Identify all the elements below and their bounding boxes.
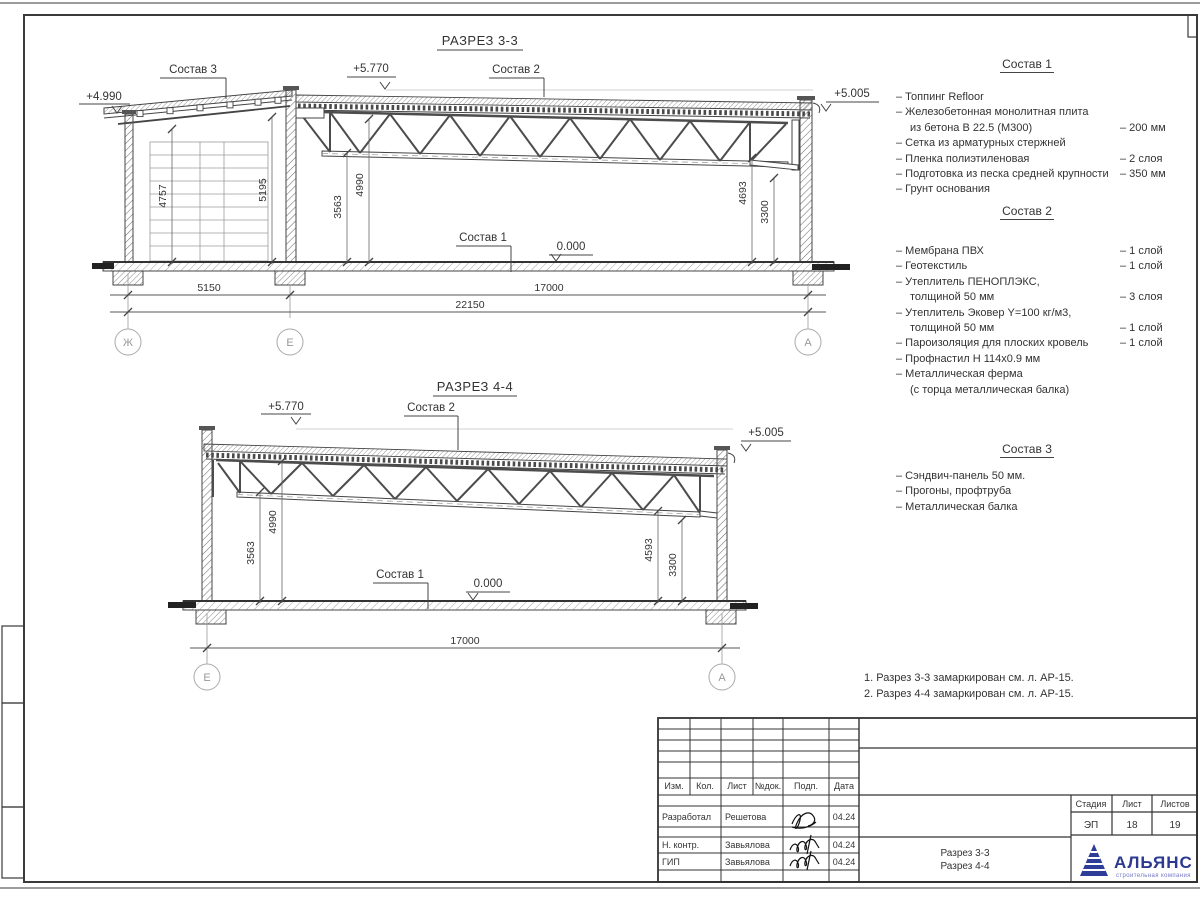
section-3-3-drawing bbox=[79, 33, 879, 355]
tb-col-kol: Кол. bbox=[696, 781, 714, 791]
tb-col-podp: Подп. bbox=[794, 781, 818, 791]
level-right: +5.005 bbox=[834, 88, 870, 100]
roof-44 bbox=[204, 444, 727, 474]
dim-hall-right-high: 4693 bbox=[737, 181, 749, 205]
tb-role-developer: Разработал bbox=[662, 812, 711, 822]
wall-axis-a bbox=[800, 100, 812, 262]
frame-corner-box bbox=[1188, 15, 1197, 37]
axis-bubbles-44 bbox=[194, 664, 735, 690]
axis-zh: Ж bbox=[122, 337, 134, 349]
tb-sheets-label: Листов bbox=[1160, 799, 1190, 809]
logo-text: АЛЬЯНС bbox=[1114, 853, 1193, 872]
level-marks-44 bbox=[261, 414, 791, 609]
sheet-notes bbox=[864, 671, 1074, 702]
list-item: (с торца металлическая балка) bbox=[910, 383, 1070, 396]
composition-1-block bbox=[858, 57, 1196, 199]
dim-left-high-44: 4990 bbox=[267, 510, 279, 534]
wall-axis-e bbox=[286, 90, 296, 262]
composition-2-title: Состав 2 bbox=[1002, 204, 1052, 218]
level-ridge-44: +5.770 bbox=[268, 401, 304, 413]
level-ridge: +5.770 bbox=[353, 63, 389, 75]
list-item: – Металлическая ферма bbox=[896, 368, 1023, 381]
list-item: – Пароизоляция для плоских кровель – 1 слой bbox=[896, 337, 1163, 350]
label-comp2-44: Состав 2 bbox=[407, 402, 455, 414]
list-item: – Железобетонная монолитная плита bbox=[896, 106, 1089, 119]
composition-3-block bbox=[858, 442, 1196, 516]
dim-total: 22150 bbox=[455, 299, 485, 311]
title-block bbox=[658, 718, 1197, 882]
list-item: – Металлическая балка bbox=[896, 500, 1018, 513]
list-item: толщиной 50 мм – 1 слой bbox=[910, 321, 1163, 334]
bottom-dims-44 bbox=[190, 613, 740, 664]
composition-2-block bbox=[858, 204, 1196, 399]
list-item: – Прогоны, профтруба bbox=[896, 485, 1012, 498]
list-item: – Геотекстиль – 1 слой bbox=[896, 260, 1163, 273]
axis-e-44: Е bbox=[203, 672, 211, 684]
list-item: – Утеплитель ПЕНОПЛЭКС, bbox=[896, 275, 1040, 288]
label-comp3: Состав 3 bbox=[169, 64, 217, 76]
section-3-3-title: РАЗРЕЗ 3-3 bbox=[441, 33, 519, 48]
margin-box-2 bbox=[2, 703, 24, 807]
label-comp2: Состав 2 bbox=[492, 64, 540, 76]
margin-box-1 bbox=[2, 626, 24, 703]
tb-col-ndok: №док. bbox=[754, 781, 782, 791]
dim-span-annex: 5150 bbox=[197, 282, 221, 294]
list-item: – Сетка из арматурных стержней bbox=[896, 137, 1066, 150]
tb-sheet-title-2: Разрез 4-4 bbox=[940, 861, 990, 872]
list-item: – Пленка полиэтиленовая – 2 слоя bbox=[896, 152, 1163, 165]
margin-box-3 bbox=[2, 807, 24, 878]
tb-date-developer: 04.24 bbox=[832, 812, 856, 822]
signatures bbox=[790, 813, 819, 870]
tb-name-gip: Завьялова bbox=[725, 857, 770, 867]
tb-sheet-value: 18 bbox=[1126, 820, 1138, 831]
dim-span-44: 17000 bbox=[450, 635, 480, 647]
list-item: – Утеплитель Эковер Y=100 кг/м3, bbox=[896, 306, 1072, 319]
axis-e: Е bbox=[286, 337, 294, 349]
tb-stage-label: Стадия bbox=[1075, 799, 1107, 809]
tb-sheets-value: 19 bbox=[1169, 820, 1181, 831]
tb-name-developer: Решетова bbox=[725, 812, 767, 822]
tb-sheet-label: Лист bbox=[1122, 799, 1142, 809]
level-right-44: +5.005 bbox=[748, 427, 784, 439]
list-item: из бетона В 22.5 (М300) – 200 мм bbox=[910, 121, 1166, 134]
tb-col-list: Лист bbox=[727, 781, 747, 791]
note-line: 1. Разрез 3-3 замаркирован см. л. АР-15. bbox=[864, 672, 1074, 684]
dim-hall-right-low: 3300 bbox=[759, 200, 771, 224]
axis-a-44: А bbox=[718, 672, 726, 684]
tb-date-ncontrol: 04.24 bbox=[832, 840, 856, 850]
main-roof bbox=[296, 95, 812, 118]
dim-span-hall: 17000 bbox=[534, 282, 564, 294]
company-logo bbox=[1080, 844, 1193, 879]
vertical-dims-44 bbox=[256, 457, 686, 605]
tb-col-izm: Изм. bbox=[664, 781, 684, 791]
list-item: толщиной 50 мм – 3 слоя bbox=[910, 291, 1163, 304]
tb-sheet-title-1: Разрез 3-3 bbox=[940, 848, 990, 859]
dim-annex-right: 5195 bbox=[257, 178, 269, 202]
dim-left-low-44: 3563 bbox=[245, 541, 257, 565]
note-line: 2. Разрез 4-4 замаркирован см. л. АР-15. bbox=[864, 687, 1074, 700]
logo-subtitle: строительная компания bbox=[1116, 873, 1191, 879]
tb-role-gip: ГИП bbox=[662, 857, 680, 867]
dim-hall-left-low: 3563 bbox=[332, 195, 344, 219]
list-item: – Топпинг Refloor bbox=[896, 91, 984, 103]
list-item: – Сэндвич-панель 50 мм. bbox=[896, 470, 1026, 482]
composition-3-title: Состав 3 bbox=[1002, 442, 1052, 456]
wall-right-44 bbox=[717, 450, 727, 601]
composition-1-title: Состав 1 bbox=[1002, 57, 1052, 71]
tb-stage-value: ЭП bbox=[1083, 820, 1099, 831]
truss-44 bbox=[213, 460, 717, 518]
level-floor: 0.000 bbox=[556, 241, 586, 253]
axis-bubbles-33 bbox=[115, 329, 821, 355]
dim-annex-left: 4757 bbox=[157, 184, 169, 208]
list-item: – Подготовка из песка средней крупности – 350 мм bbox=[896, 167, 1166, 180]
tb-role-ncontrol: Н. контр. bbox=[662, 840, 700, 850]
tb-date-gip: 04.24 bbox=[832, 857, 856, 867]
dim-right-low-44: 3300 bbox=[667, 553, 679, 577]
section-4-4-title: РАЗРЕЗ 4-4 bbox=[436, 379, 514, 394]
dim-hall-left-high: 4990 bbox=[354, 173, 366, 197]
tb-name-ncontrol: Завьялова bbox=[725, 840, 770, 850]
level-floor-44: 0.000 bbox=[473, 578, 503, 590]
axis-a: А bbox=[804, 337, 812, 349]
list-item: – Мембрана ПВХ – 1 слой bbox=[896, 245, 1163, 257]
section-4-4-drawing bbox=[168, 379, 791, 690]
list-item: – Профнастил Н 114х0.9 мм bbox=[896, 352, 1041, 365]
label-comp1: Состав 1 bbox=[459, 232, 507, 244]
label-comp1-44: Состав 1 bbox=[376, 569, 424, 581]
wall-axis-zh bbox=[125, 114, 133, 262]
tb-col-data: Дата bbox=[834, 781, 854, 791]
level-annex: +4.990 bbox=[86, 91, 122, 103]
dim-right-high-44: 4593 bbox=[643, 538, 655, 562]
bottom-dims-33 bbox=[110, 274, 826, 329]
list-item: – Грунт основания bbox=[896, 183, 990, 196]
